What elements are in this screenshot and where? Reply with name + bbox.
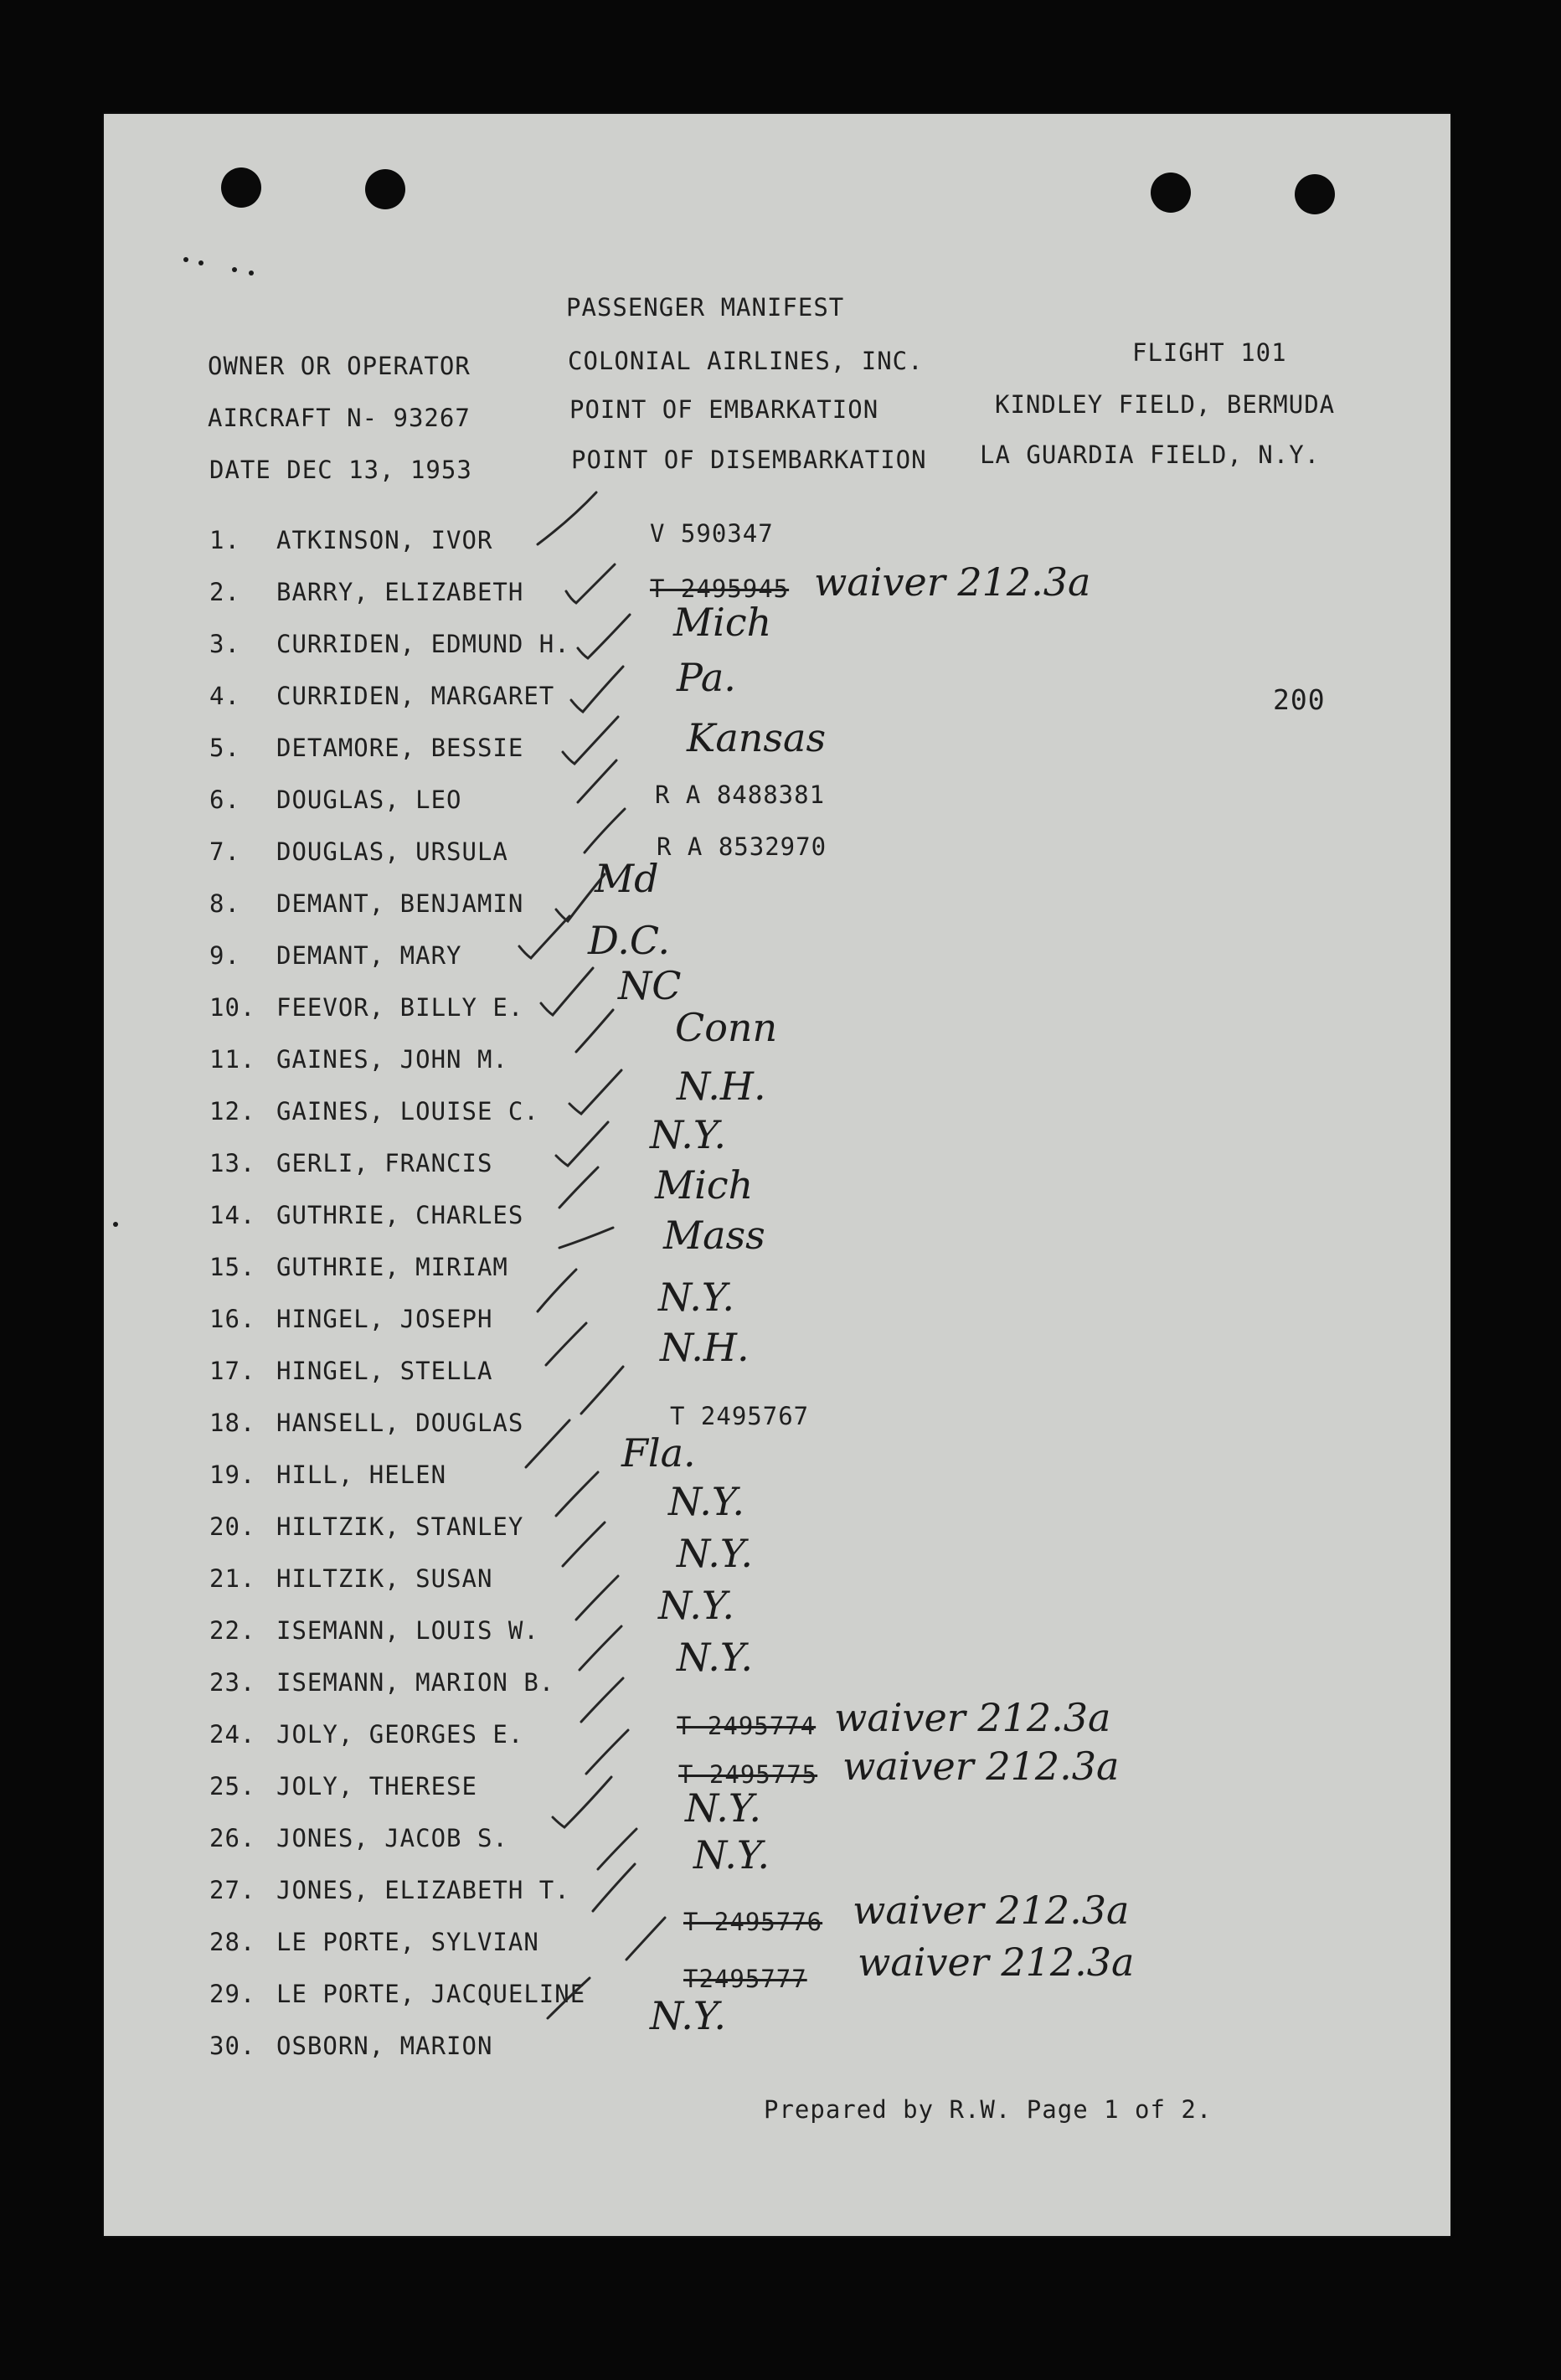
passenger-name: ISEMANN, MARION B.	[276, 1668, 555, 1697]
handwritten-note: waiver 212.3a	[814, 559, 1091, 605]
passenger-number: 29.	[209, 1980, 256, 2008]
passenger-name: CURRIDEN, MARGARET	[276, 682, 555, 710]
passenger-name: DEMANT, BENJAMIN	[276, 889, 524, 918]
aircraft-label: AIRCRAFT N- 93267	[208, 404, 471, 432]
handwritten-note: Conn	[675, 1005, 778, 1050]
passenger-document: T 2495945	[650, 574, 790, 603]
passenger-number: 16.	[209, 1305, 256, 1333]
check-mark-icon	[598, 1829, 636, 1869]
passenger-name: DETAMORE, BESSIE	[276, 734, 524, 762]
passenger-name: LE PORTE, JACQUELINE	[276, 1980, 586, 2008]
passenger-number: 17.	[209, 1357, 256, 1385]
passenger-number: 15.	[209, 1253, 256, 1281]
handwritten-note: N.Y.	[650, 1993, 726, 2038]
date-label: DATE DEC 13, 1953	[209, 456, 472, 484]
passenger-name: HINGEL, JOSEPH	[276, 1305, 493, 1333]
passenger-number: 6.	[209, 786, 240, 814]
check-mark-icon	[563, 1522, 605, 1566]
check-mark-icon	[538, 492, 596, 544]
passenger-name: LE PORTE, SYLVIAN	[276, 1928, 539, 1956]
passenger-document: R A 8488381	[655, 780, 826, 809]
passenger-number: 11.	[209, 1045, 256, 1074]
side-number: 200	[1273, 683, 1326, 716]
passenger-number: 24.	[209, 1720, 256, 1749]
check-mark-icon	[593, 1864, 635, 1911]
passenger-number: 25.	[209, 1772, 256, 1800]
check-mark-icon	[576, 1010, 613, 1052]
check-mark-icon	[519, 916, 569, 958]
handwritten-note: waiver 212.3a	[853, 1888, 1130, 1933]
passenger-number: 10.	[209, 993, 256, 1022]
passenger-document: T 2495775	[678, 1760, 818, 1789]
check-mark-icon	[563, 717, 618, 764]
handwritten-note: N.Y.	[677, 1635, 753, 1680]
check-mark-icon	[581, 1678, 623, 1722]
disembarkation-value: LA GUARDIA FIELD, N.Y.	[980, 440, 1321, 469]
owner-value: COLONIAL AIRLINES, INC.	[568, 347, 924, 375]
passenger-number: 14.	[209, 1201, 256, 1229]
passenger-name: ATKINSON, IVOR	[276, 526, 493, 554]
handwritten-note: N.H.	[660, 1325, 750, 1370]
passenger-name: HILTZIK, SUSAN	[276, 1564, 493, 1593]
embarkation-label: POINT OF EMBARKATION	[569, 395, 879, 424]
handwritten-note: Mich	[673, 600, 772, 645]
passenger-name: GAINES, JOHN M.	[276, 1045, 508, 1074]
passenger-number: 4.	[209, 682, 240, 710]
passenger-name: DOUGLAS, URSULA	[276, 837, 508, 866]
footer-prepared-by: Prepared by R.W. Page 1 of 2.	[764, 2095, 1213, 2124]
passenger-name: OSBORN, MARION	[276, 2032, 493, 2060]
passenger-document: T 2495767	[670, 1402, 810, 1430]
flight-number: FLIGHT 101	[1132, 338, 1287, 367]
passenger-number: 3.	[209, 630, 240, 658]
passenger-name: GUTHRIE, CHARLES	[276, 1201, 524, 1229]
check-mark-icon	[586, 1730, 628, 1774]
check-mark-icon	[580, 1626, 621, 1670]
passenger-number: 28.	[209, 1928, 256, 1956]
passenger-number: 7.	[209, 837, 240, 866]
passenger-name: GERLI, FRANCIS	[276, 1149, 493, 1177]
handwritten-note: N.Y.	[693, 1832, 770, 1878]
check-mark-icon	[578, 760, 616, 802]
handwritten-note: N.Y.	[685, 1785, 761, 1831]
passenger-number: 5.	[209, 734, 240, 762]
passenger-number: 30.	[209, 2032, 256, 2060]
check-mark-icon	[546, 1323, 586, 1365]
handwritten-note: N.Y.	[668, 1479, 744, 1524]
handwritten-note: waiver 212.3a	[834, 1695, 1111, 1740]
passenger-number: 18.	[209, 1409, 256, 1437]
handwritten-note: D.C.	[588, 918, 671, 963]
handwritten-note: N.Y.	[677, 1531, 753, 1576]
check-mark-icon	[578, 615, 630, 658]
manifest-title: PASSENGER MANIFEST	[566, 293, 845, 322]
passenger-document: V 590347	[650, 519, 774, 548]
passenger-name: GUTHRIE, MIRIAM	[276, 1253, 508, 1281]
check-mark-icon	[526, 1420, 569, 1467]
passenger-name: GAINES, LOUISE C.	[276, 1097, 539, 1126]
handwritten-note: waiver 212.3a	[858, 1940, 1135, 1985]
handwritten-note: waiver 212.3a	[842, 1744, 1120, 1789]
passenger-number: 21.	[209, 1564, 256, 1593]
check-mark-icon	[556, 1472, 598, 1516]
check-mark-icon	[538, 1270, 576, 1311]
passenger-number: 23.	[209, 1668, 256, 1697]
passenger-name: HILL, HELEN	[276, 1460, 447, 1489]
passenger-number: 2.	[209, 578, 240, 606]
handwritten-note: N.Y.	[650, 1112, 726, 1157]
passenger-number: 9.	[209, 941, 240, 970]
passenger-number: 13.	[209, 1149, 256, 1177]
passenger-name: HANSELL, DOUGLAS	[276, 1409, 524, 1437]
passenger-name: BARRY, ELIZABETH	[276, 578, 524, 606]
handwritten-note: N.Y.	[658, 1583, 734, 1628]
passenger-document: T 2495776	[683, 1908, 823, 1936]
check-mark-icon	[566, 564, 615, 603]
passenger-name: DEMANT, MARY	[276, 941, 462, 970]
check-mark-icon	[626, 1918, 665, 1960]
check-mark-icon	[556, 874, 605, 921]
handwritten-note: Kansas	[687, 715, 827, 760]
handwritten-note: Mass	[663, 1213, 765, 1258]
check-mark-icon	[541, 968, 593, 1015]
check-mark-icon	[553, 1777, 611, 1827]
handwritten-note: N.H.	[677, 1064, 766, 1109]
check-mark-icon	[548, 1978, 590, 2018]
passenger-name: HINGEL, STELLA	[276, 1357, 493, 1385]
passenger-name: CURRIDEN, EDMUND H.	[276, 630, 570, 658]
handwritten-note: N.Y.	[658, 1275, 734, 1320]
check-mark-icon	[585, 809, 625, 853]
passenger-number: 20.	[209, 1512, 256, 1541]
passenger-name: FEEVOR, BILLY E.	[276, 993, 524, 1022]
passenger-document: R A 8532970	[657, 832, 827, 861]
passenger-name: JONES, JACOB S.	[276, 1824, 508, 1852]
check-mark-icon	[581, 1367, 623, 1414]
passenger-number: 12.	[209, 1097, 256, 1126]
check-mark-icon	[556, 1122, 608, 1166]
passenger-name: DOUGLAS, LEO	[276, 786, 462, 814]
passenger-number: 1.	[209, 526, 240, 554]
passenger-name: ISEMANN, LOUIS W.	[276, 1616, 539, 1645]
passenger-name: JOLY, THERESE	[276, 1772, 477, 1800]
check-mark-icon	[559, 1228, 613, 1248]
passenger-name: HILTZIK, STANLEY	[276, 1512, 524, 1541]
passenger-number: 27.	[209, 1876, 256, 1904]
passenger-name: JOLY, GEORGES E.	[276, 1720, 524, 1749]
handwritten-note: NC	[618, 963, 682, 1008]
check-mark-icon	[571, 667, 623, 712]
check-mark-icon	[559, 1167, 598, 1208]
passenger-document: T2495777	[683, 1965, 807, 1993]
passenger-number: 19.	[209, 1460, 256, 1489]
passenger-document: T 2495774	[677, 1712, 817, 1740]
handwritten-note: Md	[595, 856, 659, 901]
passenger-number: 26.	[209, 1824, 256, 1852]
owner-label: OWNER OR OPERATOR	[208, 352, 471, 380]
embarkation-value: KINDLEY FIELD, BERMUDA	[995, 390, 1336, 419]
check-mark-icon	[576, 1576, 618, 1620]
passenger-name: JONES, ELIZABETH T.	[276, 1876, 570, 1904]
handwritten-note: Fla.	[621, 1430, 696, 1476]
passenger-number: 8.	[209, 889, 240, 918]
disembarkation-label: POINT OF DISEMBARKATION	[571, 446, 927, 474]
passenger-number: 22.	[209, 1616, 256, 1645]
paper-specks	[113, 257, 254, 1227]
check-mark-icon	[569, 1070, 621, 1114]
handwritten-note: Pa.	[677, 655, 736, 700]
handwritten-note: Mich	[655, 1162, 754, 1208]
